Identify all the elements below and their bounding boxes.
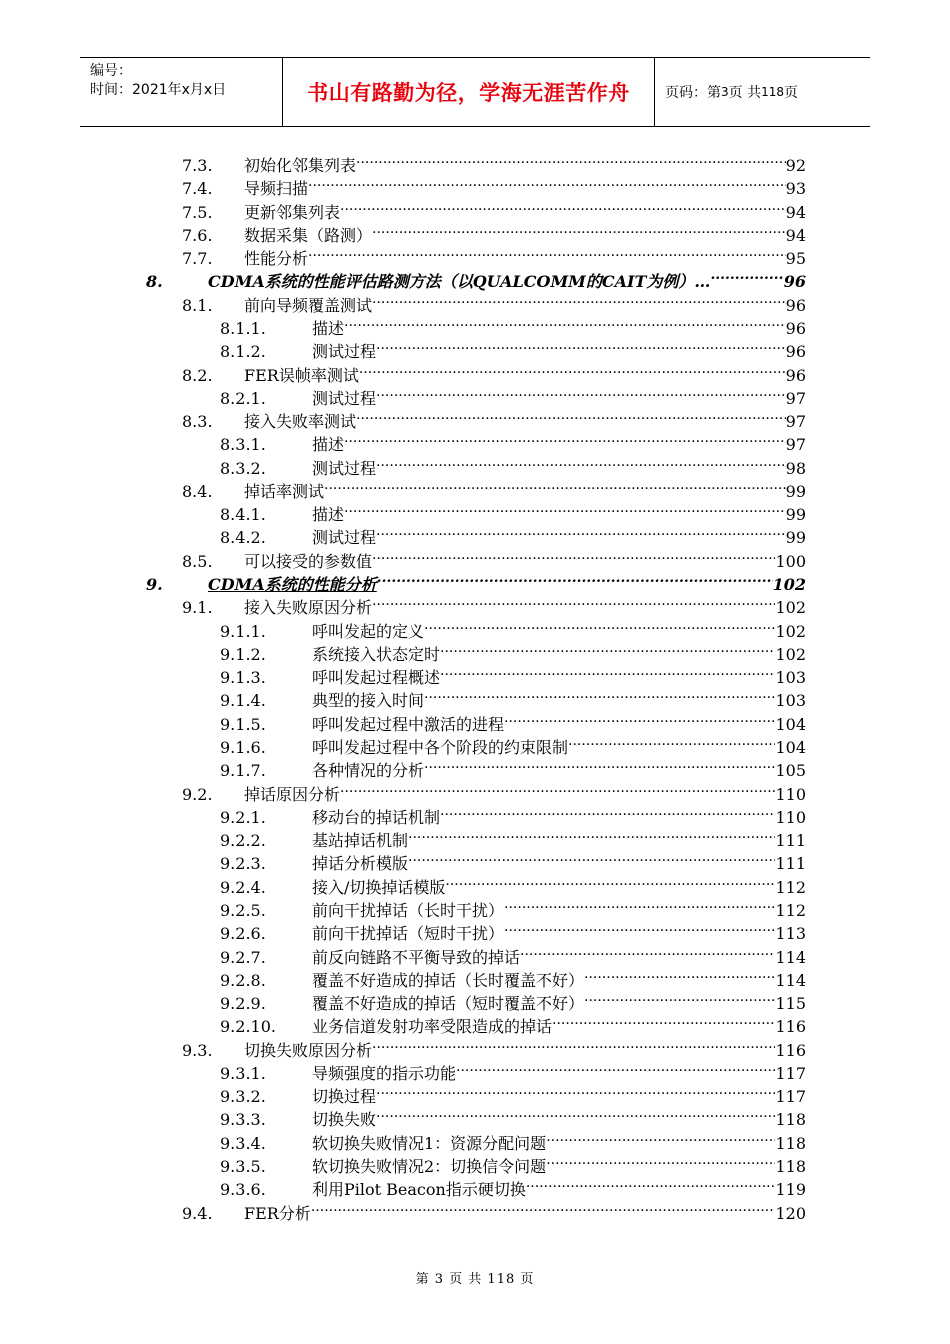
toc-entry-number: 9.3.1. — [220, 1063, 266, 1083]
toc-entry-number: 8.4. — [182, 481, 213, 501]
toc-entry-title: 数据采集（路测） — [244, 225, 373, 245]
toc-entry-number: 9.1. — [182, 598, 213, 618]
toc-entry-title: FER分析 — [244, 1203, 311, 1223]
time-label: 时间：2021年x月x日 — [90, 82, 227, 98]
toc-entry[interactable] — [220, 707, 806, 734]
toc-entry-page: 99 — [785, 481, 806, 501]
toc-entry[interactable] — [220, 940, 806, 967]
toc-entry-title: 切换过程 — [312, 1087, 377, 1107]
toc-entry-page: 114 — [775, 970, 806, 990]
toc-entry-number: 9.1.6. — [220, 738, 266, 757]
toc-dot-leader — [311, 1196, 776, 1219]
toc-dot-leader — [344, 427, 786, 450]
toc-entry-title: 接入失败原因分析 — [244, 598, 373, 618]
toc-entry-page: 96 — [785, 318, 806, 338]
toc-entry-page: 96 — [785, 365, 806, 385]
toc-entry-title: 利用Pilot Beacon指示硬切换 — [312, 1180, 526, 1200]
toc-entry-number: 8.3.1. — [220, 435, 266, 455]
toc-entry-number: 9. — [146, 575, 163, 595]
toc-entry-page: 120 — [775, 1203, 806, 1223]
toc-entry-page: 118 — [775, 1133, 806, 1153]
toc-entry[interactable] — [182, 218, 806, 245]
toc-entry-title: 掉话原因分析 — [244, 784, 341, 804]
toc-entry-page: 117 — [775, 1087, 806, 1107]
toc-entry-title: 呼叫发起的定义 — [312, 621, 425, 641]
toc-entry-title: CDMA系统的性能评估路测方法（以QUALCOMM的CAIT为例）… — [208, 272, 711, 292]
toc-entry-page: 93 — [785, 179, 806, 199]
toc-entry-title: 可以接受的参数值 — [244, 551, 373, 571]
toc-entry-page: 102 — [775, 644, 806, 664]
toc-entry[interactable] — [146, 567, 806, 595]
toc-entry-title: 性能分析 — [244, 249, 309, 269]
toc-entry-page: 110 — [775, 807, 806, 827]
toc-dot-leader — [372, 218, 786, 241]
toc-entry[interactable] — [220, 1149, 806, 1177]
toc-dot-leader — [324, 474, 786, 497]
toc-entry-title: 业务信道发射功率受限造成的掉话 — [312, 1017, 553, 1037]
toc-dot-leader — [445, 870, 775, 893]
page-label-prefix: 页码：第 — [665, 85, 721, 101]
toc-entry-number: 9.2.3. — [220, 854, 266, 874]
toc-entry-number: 9.3.3. — [220, 1110, 266, 1130]
toc-entry[interactable] — [220, 1102, 806, 1130]
toc-entry[interactable] — [220, 637, 806, 664]
toc-entry-page: 111 — [775, 831, 806, 851]
toc-entry-page: 92 — [785, 156, 806, 175]
toc-dot-leader — [456, 1056, 775, 1079]
toc-entry-number: 9.2.5. — [220, 900, 266, 920]
toc-dot-leader — [424, 753, 775, 776]
page-footer: 第 3 页 共 118 页 — [415, 1272, 535, 1287]
toc-entry-page: 94 — [785, 225, 806, 245]
toc-entry-page: 118 — [775, 1110, 806, 1130]
toc-entry-title: 呼叫发起过程中激活的进程 — [312, 714, 505, 734]
toc-entry-title: 各种情况的分析 — [312, 761, 425, 781]
toc-entry[interactable] — [146, 264, 806, 292]
toc-entry-number: 7.4. — [182, 179, 213, 199]
toc-entry-title: FER误帧率测试 — [244, 365, 359, 385]
toc-dot-leader — [372, 544, 775, 567]
toc-entry-number: 7.5. — [182, 202, 213, 222]
toc-entry-title: 前向干扰掉话（短时干扰） — [312, 924, 505, 944]
toc-entry-page: 104 — [775, 714, 806, 734]
toc-entry-title: 初始化邻集列表 — [244, 156, 357, 175]
toc-entry-number: 9.1.3. — [220, 668, 266, 688]
toc-entry-title: 移动台的掉话机制 — [312, 807, 441, 827]
toc-entry-page: 94 — [785, 202, 806, 222]
toc-entry[interactable] — [182, 590, 806, 618]
toc-entry-number: 8.2.1. — [220, 388, 266, 408]
toc-entry-number: 9.3.5. — [220, 1157, 266, 1177]
toc-entry-title: 前向导频覆盖测试 — [244, 295, 373, 315]
toc-entry[interactable] — [182, 544, 806, 571]
toc-entry-page: 96 — [785, 295, 806, 315]
toc-dot-leader — [359, 358, 786, 381]
toc-dot-leader — [504, 916, 775, 939]
toc-entry-title: 掉话分析模版 — [312, 854, 409, 874]
serial-label: 编号： — [90, 63, 132, 79]
toc-entry-page: 96 — [783, 272, 806, 292]
toc-dot-leader — [344, 497, 786, 520]
toc-dot-leader — [308, 241, 786, 264]
toc-entry-number: 9.1.5. — [220, 714, 266, 734]
toc-entry[interactable] — [220, 381, 806, 408]
toc-dot-leader — [356, 404, 786, 427]
toc-entry-page: 113 — [775, 924, 806, 944]
toc-entry-page: 116 — [775, 1040, 806, 1060]
toc-dot-leader — [376, 1102, 775, 1125]
toc-entry-page: 97 — [785, 412, 806, 432]
toc-entry-number: 7.7. — [182, 249, 213, 269]
toc-dot-leader — [440, 660, 775, 683]
toc-entry-title: 覆盖不好造成的掉话（长时覆盖不好） — [312, 970, 585, 990]
toc-entry-page: 115 — [775, 994, 806, 1014]
toc-entry[interactable] — [220, 1056, 806, 1083]
toc-entry-page: 116 — [775, 1017, 806, 1037]
toc-entry-title: 描述 — [312, 435, 345, 455]
toc-dot-leader — [372, 288, 786, 311]
toc-entry[interactable] — [182, 358, 806, 385]
header-motto: 书山有路勤为径，学海无涯苦作舟 — [283, 58, 655, 126]
toc-entry[interactable] — [220, 800, 806, 827]
toc-entry-number: 9.1.2. — [220, 644, 266, 664]
toc-entry-title: 导频扫描 — [244, 179, 309, 199]
toc-entry-page: 112 — [775, 900, 806, 920]
toc-entry-number: 8.2. — [182, 365, 213, 385]
toc-entry[interactable] — [220, 1079, 806, 1107]
page-total: 118 — [761, 85, 784, 99]
toc-entry-number: 8.1. — [182, 295, 213, 315]
toc-entry-number: 9.2.2. — [220, 831, 266, 851]
toc-entry-number: 9.2.7. — [220, 947, 266, 967]
toc-entry[interactable] — [220, 683, 806, 711]
toc-entry[interactable] — [220, 893, 806, 920]
toc-entry-page: 119 — [775, 1180, 806, 1200]
toc-dot-leader — [308, 171, 786, 194]
toc-entry[interactable] — [220, 497, 806, 525]
toc-dot-leader — [376, 451, 786, 474]
toc-dot-leader — [520, 940, 775, 963]
toc-entry[interactable] — [220, 311, 806, 338]
toc-entry-number: 9.2.10. — [220, 1017, 276, 1037]
toc-dot-leader — [408, 823, 775, 846]
toc-entry-page: 103 — [775, 691, 806, 711]
toc-entry-number: 7.6. — [182, 225, 213, 245]
toc-dot-leader — [372, 590, 775, 613]
toc-entry-title: 测试过程 — [312, 528, 377, 548]
toc-dot-leader — [546, 1149, 775, 1172]
toc-dot-leader — [376, 520, 786, 543]
toc-entry-number: 9.1.1. — [220, 621, 266, 641]
toc-entry[interactable] — [182, 474, 806, 501]
toc-entry-page: 99 — [785, 528, 806, 548]
toc-entry-number: 8.1.1. — [220, 318, 266, 338]
toc-entry-page: 110 — [775, 784, 806, 804]
header-page-info — [655, 58, 870, 126]
toc-dot-leader — [546, 1126, 775, 1149]
toc-entry-page: 103 — [775, 668, 806, 688]
page-label-suffix: 页 — [784, 85, 798, 101]
toc-entry-title: 更新邻集列表 — [244, 202, 341, 222]
toc-dot-leader — [584, 963, 775, 986]
toc-entry-page: 98 — [785, 458, 806, 478]
toc-dot-leader — [710, 264, 783, 287]
toc-entry-page: 96 — [785, 342, 806, 362]
toc-entry[interactable] — [220, 986, 806, 1014]
toc-entry[interactable] — [220, 730, 806, 757]
toc-dot-leader — [424, 614, 775, 637]
toc-entry-title: 导频强度的指示功能 — [312, 1063, 457, 1083]
toc-entry-title: 掉话率测试 — [244, 481, 325, 501]
toc-entry[interactable] — [220, 334, 806, 362]
toc-entry-page: 114 — [775, 947, 806, 967]
toc-entry-number: 9.3. — [182, 1040, 213, 1060]
toc-entry[interactable] — [182, 777, 806, 804]
toc-dot-leader — [372, 1033, 775, 1056]
toc-entry[interactable] — [220, 846, 806, 874]
toc-dot-leader — [440, 800, 775, 823]
toc-dot-leader — [552, 1009, 775, 1032]
toc-dot-leader — [344, 311, 786, 334]
toc-entry-title: 典型的接入时间 — [312, 691, 425, 711]
toc-dot-leader — [340, 195, 786, 218]
toc-entry[interactable] — [182, 1196, 806, 1223]
toc-entry-title: 软切换失败情况1：资源分配问题 — [312, 1133, 547, 1153]
toc-entry-page: 100 — [775, 551, 806, 571]
toc-entry-page: 104 — [775, 738, 806, 757]
toc-entry-title: 呼叫发起过程中各个阶段的约束限制 — [312, 738, 569, 757]
toc-dot-leader — [376, 381, 786, 404]
toc-entry-page: 102 — [772, 575, 806, 595]
toc-entry[interactable] — [220, 870, 806, 897]
toc-entry-page: 97 — [785, 435, 806, 455]
toc-entry-number: 9.2. — [182, 784, 213, 804]
toc-entry-title: 切换失败原因分析 — [244, 1040, 373, 1060]
toc-entry[interactable] — [220, 520, 806, 548]
toc-entry-title: 描述 — [312, 505, 345, 525]
toc-entry-number: 9.2.6. — [220, 924, 266, 944]
toc-entry[interactable] — [220, 823, 806, 851]
toc-dot-leader — [377, 567, 773, 590]
toc-dot-leader — [376, 1079, 775, 1102]
page-current: 3 — [721, 85, 729, 99]
toc-entry-number: 9.3.6. — [220, 1180, 266, 1200]
toc-entry-title: 切换失败 — [312, 1110, 377, 1130]
toc-entry-title: 测试过程 — [312, 388, 377, 408]
toc-entry[interactable] — [182, 171, 806, 199]
toc-entry-page: 99 — [785, 505, 806, 525]
toc-entry-title: 接入/切换掉话模版 — [312, 877, 446, 897]
toc-entry[interactable] — [220, 427, 806, 455]
toc-entry-page: 112 — [775, 877, 806, 897]
toc-entry-title: 测试过程 — [312, 458, 377, 478]
toc-dot-leader — [340, 777, 775, 800]
toc-entry-number: 9.3.4. — [220, 1133, 266, 1153]
toc-entry[interactable] — [220, 1126, 806, 1153]
toc-entry-number: 9.1.7. — [220, 761, 266, 781]
toc-entry-number: 9.1.4. — [220, 691, 266, 711]
toc-dot-leader — [440, 637, 775, 660]
page-header — [80, 57, 870, 127]
toc-entry-page: 105 — [775, 761, 806, 781]
toc-dot-leader — [504, 893, 775, 916]
toc-entry[interactable] — [220, 451, 806, 478]
toc-entry[interactable] — [182, 148, 806, 175]
toc-entry-number: 9.4. — [182, 1203, 213, 1223]
toc-entry-number: 9.2.8. — [220, 970, 266, 990]
toc-entry-title: 测试过程 — [312, 342, 377, 362]
toc-entry[interactable] — [182, 404, 806, 432]
toc-entry-page: 102 — [775, 598, 806, 618]
toc-entry-title: 前向干扰掉话（长时干扰） — [312, 900, 505, 920]
toc-entry[interactable] — [220, 1172, 806, 1200]
toc-dot-leader — [584, 986, 775, 1009]
toc-entry-number: 8.3.2. — [220, 458, 266, 478]
toc-entry-title: 软切换失败情况2：切换信令问题 — [312, 1157, 547, 1177]
toc-entry-number: 9.2.9. — [220, 994, 266, 1014]
toc-entry-number: 7.3. — [182, 156, 213, 175]
toc-entry-number: 8.3. — [182, 412, 213, 432]
toc-entry-title: CDMA系统的性能分析 — [208, 575, 377, 595]
toc-entry-page: 118 — [775, 1157, 806, 1177]
header-meta-cell — [80, 58, 283, 126]
toc-entry[interactable] — [182, 288, 806, 315]
toc-dot-leader — [568, 730, 775, 753]
toc-dot-leader — [424, 683, 775, 706]
toc-entry-title: 呼叫发起过程概述 — [312, 668, 441, 688]
toc-entry[interactable] — [220, 753, 806, 781]
toc-entry[interactable] — [182, 1033, 806, 1060]
toc-entry[interactable] — [220, 614, 806, 641]
toc-entry-page: 95 — [785, 249, 806, 269]
toc-dot-leader — [376, 334, 786, 357]
toc-dot-leader — [356, 148, 786, 171]
toc-entry-number: 8.1.2. — [220, 342, 266, 362]
toc-entry-number: 8.4.2. — [220, 528, 266, 548]
toc-entry-title: 覆盖不好造成的掉话（短时覆盖不好） — [312, 994, 585, 1014]
toc-entry[interactable] — [220, 1009, 806, 1037]
toc-entry-title: 前反向链路不平衡导致的掉话 — [312, 947, 521, 967]
toc-entry[interactable] — [220, 916, 806, 944]
toc-entry[interactable] — [182, 241, 806, 269]
toc-dot-leader — [408, 846, 775, 869]
toc-entry[interactable] — [220, 660, 806, 688]
toc-entry-page: 111 — [775, 854, 806, 874]
toc-dot-leader — [504, 707, 775, 730]
toc-entry-number: 9.2.4. — [220, 877, 266, 897]
toc-entry-page: 97 — [785, 388, 806, 408]
toc-entry-number: 8. — [146, 272, 163, 292]
toc-entry-title: 接入失败率测试 — [244, 412, 357, 432]
toc-entry[interactable] — [220, 963, 806, 990]
toc-entry[interactable] — [182, 195, 806, 222]
page-label-mid: 页 共 — [728, 85, 762, 101]
toc-entry-number: 9.2.1. — [220, 807, 266, 827]
toc-entry-number: 8.4.1. — [220, 505, 266, 525]
toc-entry-title: 基站掉话机制 — [312, 831, 409, 851]
toc-entry-number: 9.3.2. — [220, 1087, 266, 1107]
toc-dot-leader — [526, 1172, 776, 1195]
toc-entry-page: 117 — [775, 1063, 806, 1083]
toc-entry-title: 描述 — [312, 318, 345, 338]
toc-entry-number: 8.5. — [182, 551, 213, 571]
toc-entry-title: 系统接入状态定时 — [312, 644, 441, 664]
toc-entry-page: 102 — [775, 621, 806, 641]
